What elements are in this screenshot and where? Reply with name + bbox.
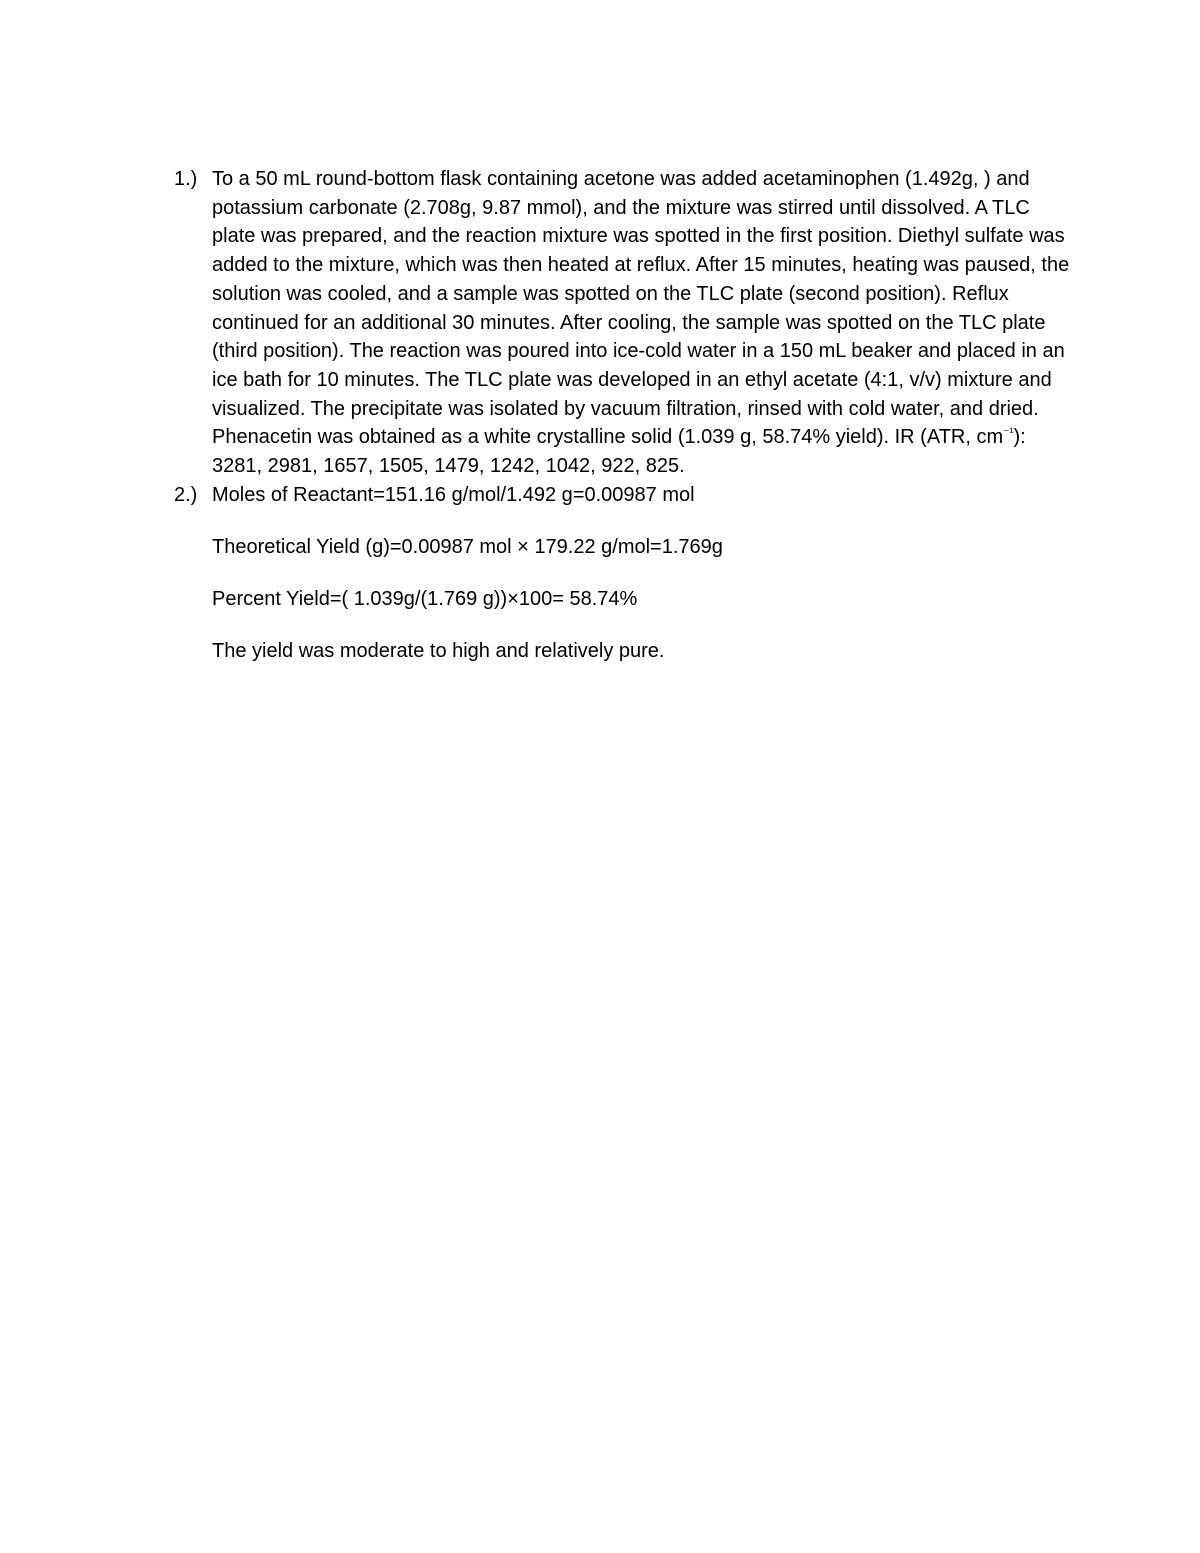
theoretical-yield-line: Theoretical Yield (g)=0.00987 mol × 179.22 g/mol=1.769g bbox=[212, 535, 723, 558]
superscript-inverse-cm: ⁻¹ bbox=[1003, 425, 1014, 440]
numbered-list bbox=[174, 165, 1074, 666]
percent-yield-line: Percent Yield=( 1.039g/(1.769 g))×100= 58.74% bbox=[212, 588, 638, 611]
list-marker: 2.) bbox=[174, 483, 198, 506]
procedure-paragraph bbox=[212, 165, 1074, 481]
moles-of-reactant-line: Moles of Reactant=151.16 g/mol/1.492 g=0.00987 mol bbox=[212, 483, 695, 506]
list-marker: 1.) bbox=[174, 168, 198, 190]
yield-conclusion-line: The yield was moderate to high and relatively pure. bbox=[212, 640, 665, 663]
procedure-text: To a 50 mL round-bottom flask containing acetone was added acetaminophen (1.492g, ) and potassium carbonate (2.708g, 9.87 mmol), and the mixture was stirred until dissolved. A TLC plate was prepared, and the reaction mixture was spotted in the first position. Diethyl sulfate was added to the mixture, which was then heated at reflux. After 15 minutes, heating was paused, the solution was cooled, and a sample was spotted on the TLC plate (second position). Reflux continued for an additional 30 minutes. After cooling, the sample was spotted on the TLC plate (third position). The reaction was poured into ice-cold water in a 150 mL beaker and placed in an ice bath for 10 minutes. The TLC plate was developed in an ethyl acetate (4:1, v/v) mixture and visualized. The precipitate was isolated by vacuum filtration, rinsed with cold water, and dried. Phenacetin was obtained as a white crystalline solid (1.039 g, 58.74% yield). IR (ATR, cm bbox=[212, 168, 1070, 449]
ir-peaks-text: ): 3281, 2981, 1657, 1505, 1479, 1242, 1042, 922, 825. bbox=[212, 426, 1026, 478]
list-item-calculations bbox=[174, 481, 1074, 666]
list-item-procedure bbox=[174, 165, 1074, 481]
